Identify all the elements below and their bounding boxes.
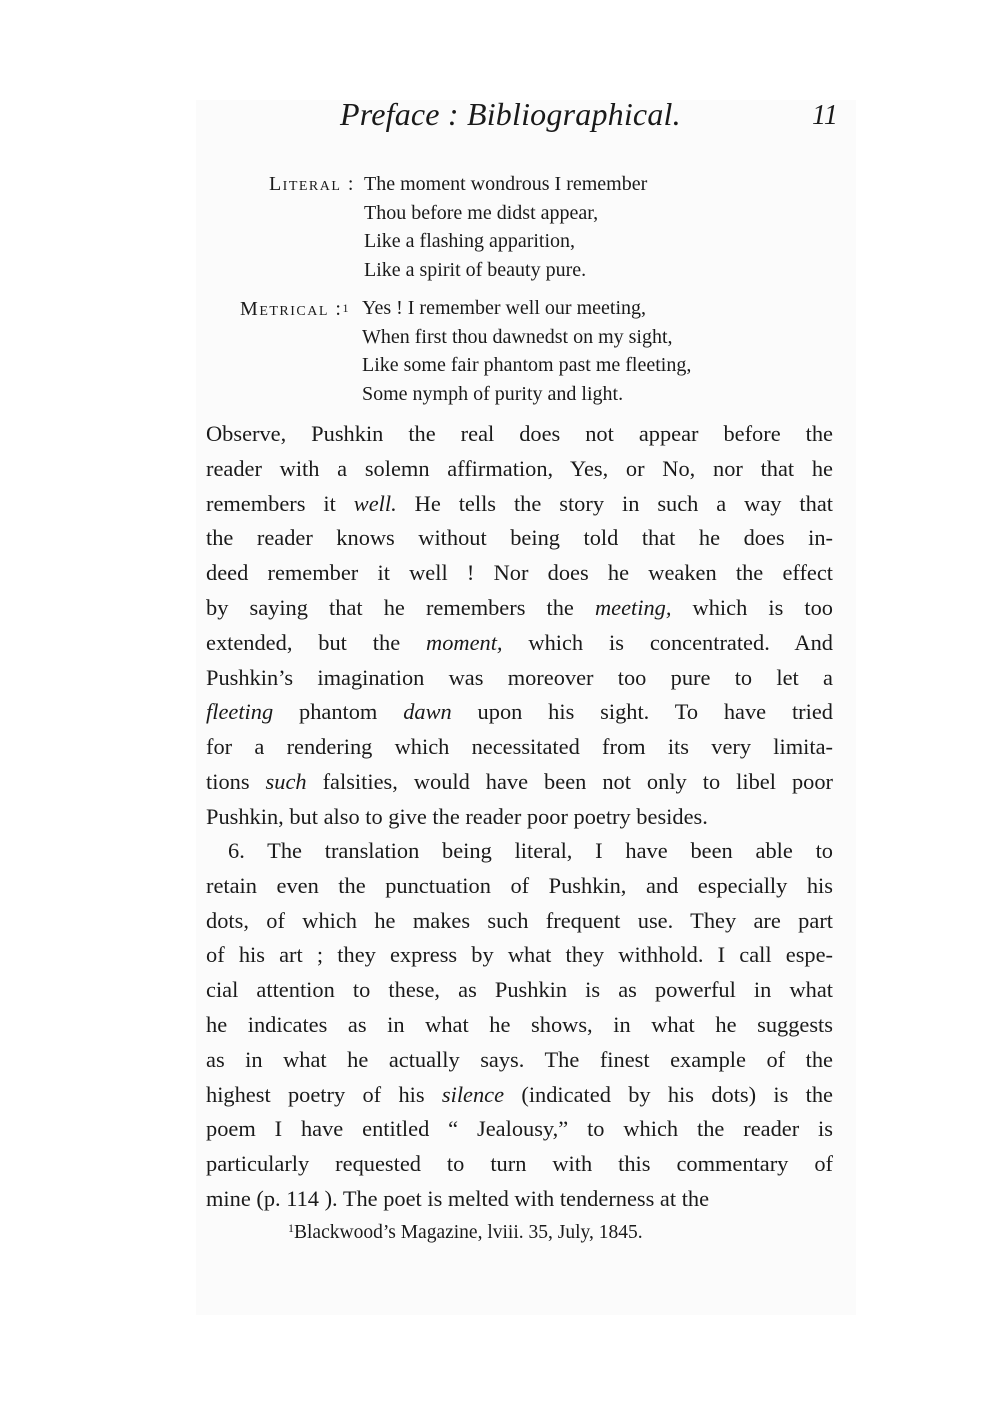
text-line: of his art ; they express by what they withhold. I call espe-	[206, 942, 833, 968]
verse-line: When first thou dawnedst on my sight,	[362, 325, 673, 348]
text-line	[206, 487, 833, 522]
italic-text: meeting,	[594, 594, 672, 620]
text-segment: which is too	[671, 594, 834, 620]
footnote-text: Blackwood’s Magazine, lviii. 35, July, 1845.	[294, 1222, 643, 1243]
text-line: mine (p. 114 ). The poet is melted with tenderness at the	[206, 1185, 710, 1211]
text-line: Pushkin’s imagination was moreover too pure to let a	[206, 664, 833, 690]
text-line: dots, of which he makes such frequent use. They are part	[206, 907, 833, 933]
text-line: retain even the punctuation of Pushkin, and especially his	[206, 872, 833, 898]
paragraph-1	[206, 417, 833, 835]
text-line	[206, 626, 833, 661]
text-segment: falsities, would have been not only to libel poor	[306, 768, 833, 794]
text-segment: (indicated by his dots) is the	[504, 1081, 833, 1107]
italic-text: moment,	[426, 629, 503, 655]
text-line: the reader knows without being told that he does in-	[206, 525, 833, 551]
text-segment: upon his sight. To have tried	[451, 699, 833, 725]
italic-text: dawn	[403, 699, 452, 725]
footnote-ref: 1	[342, 301, 350, 315]
literal-lines	[364, 170, 647, 284]
text-segment: He tells the story in such a way that	[396, 490, 833, 516]
text-line: poem I have entitled “ Jealousy,” to which the reader is	[206, 1116, 833, 1142]
running-head: Preface : Bibliographical.	[340, 96, 681, 132]
text-line	[206, 765, 833, 800]
text-line: cial attention to these, as Pushkin is as powerful in what	[206, 977, 833, 1003]
text-line: particularly requested to turn with this commentary of	[206, 1151, 833, 1177]
page-number: 11	[812, 100, 838, 131]
italic-text: well.	[353, 490, 397, 516]
text-segment: phantom	[273, 699, 404, 725]
metrical-lines	[362, 294, 691, 408]
text-segment: which is concentrated. And	[502, 629, 833, 655]
text-line: as in what he actually says. The finest example of the	[206, 1046, 833, 1072]
text-line	[206, 591, 833, 626]
footnote-marker: 1	[288, 1221, 294, 1235]
footnote	[288, 1222, 643, 1244]
metrical-label: Metrical :	[240, 298, 343, 320]
text-segment: by saying that he remembers the	[206, 594, 595, 620]
text-line: reader with a solemn affirmation, Yes, or No, nor that he	[206, 455, 833, 481]
verse-line: The moment wondrous I remember	[364, 173, 648, 195]
metrical-label-wrap	[200, 295, 350, 324]
text-segment: extended, but the	[206, 629, 427, 655]
text-line: Observe, Pushkin the real does not appear before the	[206, 421, 833, 446]
text-line: 6. The translation being literal, I have been able to	[228, 838, 833, 863]
text-line: for a rendering which necessitated from its very limita-	[206, 734, 833, 760]
text-line	[206, 695, 833, 730]
paragraph-2	[206, 834, 833, 1217]
text-segment: highest poetry of his	[206, 1081, 442, 1107]
verse-line: Yes ! I remember well our meeting,	[362, 297, 647, 319]
verse-line: Like a flashing apparition,	[364, 230, 576, 252]
italic-text: silence	[441, 1081, 505, 1107]
text-line: deed remember it well ! Nor does he weaken the effect	[206, 560, 833, 586]
italic-text: such	[265, 768, 307, 794]
text-line: Pushkin, but also to give the reader poor poetry besides.	[206, 803, 708, 829]
verse-line: Some nymph of purity and light.	[362, 382, 624, 405]
verse-line: Thou before me didst appear,	[364, 201, 599, 224]
italic-text: fleeting	[206, 699, 274, 725]
text-segment: remembers it	[206, 490, 354, 516]
text-line: he indicates as in what he shows, in what he suggests	[206, 1011, 833, 1037]
verse-line: Like a spirit of beauty pure.	[364, 258, 587, 281]
text-line	[206, 1078, 833, 1113]
verse-line: Like some fair phantom past me fleeting,	[362, 354, 692, 376]
literal-label: Literal :	[268, 173, 355, 195]
text-segment: tions	[206, 768, 266, 794]
